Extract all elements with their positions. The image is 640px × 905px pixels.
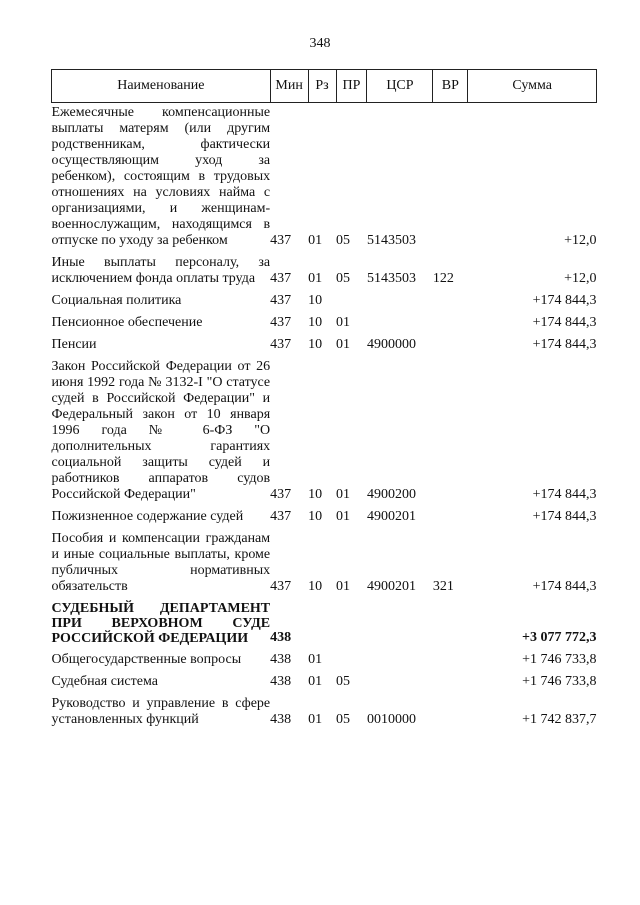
- header-name: Наименование: [52, 70, 271, 103]
- cell-csr: 4900201: [366, 579, 416, 594]
- cell-csr: 0010000: [366, 712, 416, 727]
- cell-rz: 10: [308, 293, 323, 308]
- cell-min: 438: [270, 674, 292, 689]
- cell-name: Пособия и компенсации гражданам и иные социальные выплаты, кроме публичных нормативных обязательств: [51, 531, 271, 594]
- cell-pr: 05: [336, 271, 351, 286]
- cell-pr: 01: [336, 315, 351, 330]
- cell-pr: [336, 291, 367, 313]
- cell-name: Пенсионное обеспечение: [51, 315, 203, 330]
- cell-name: Ежемесячные компенсационные выплаты матерям (или другим родственникам, фактически осуществляющим уход за ребенком), состоящим в трудовых отношениях на условиях найма с организациями, и женщинам-военнослужащим, находящимся в отпуске по уходу за ребенком: [51, 105, 271, 248]
- cell-vr: [433, 103, 468, 254]
- cell-min: 438: [270, 652, 292, 667]
- cell-rz: 01: [308, 712, 323, 727]
- cell-csr: 4900201: [366, 509, 416, 524]
- cell-rz: 01: [308, 233, 323, 248]
- cell-min: 438: [270, 630, 292, 645]
- cell-vr: [433, 313, 468, 335]
- cell-sum: +3 077 772,3: [522, 630, 597, 645]
- cell-name: Пожизненное содержание судей: [51, 509, 244, 524]
- cell-rz: 10: [308, 337, 323, 352]
- header-rz: Рз: [308, 70, 336, 103]
- cell-sum: +1 746 733,8: [522, 674, 597, 689]
- header-vr: ВР: [433, 70, 468, 103]
- table-row: [52, 650, 597, 672]
- cell-name: Социальная политика: [51, 293, 182, 308]
- page-number: 348: [309, 36, 331, 51]
- cell-name: Закон Российской Федерации от 26 июня 1992 года № 3132-I "О статусе судей в Российской Федерации" и Федеральный закон от 10 января 1996 года № 6-ФЗ "О дополнительных гарантиях социальной защиты судей и работников аппаратов судов Российской Федерации": [51, 359, 271, 502]
- budget-table: [51, 69, 597, 732]
- table-header: [52, 70, 597, 103]
- cell-sum: +1 746 733,8: [522, 652, 597, 667]
- table-row: [52, 507, 597, 529]
- cell-csr: [367, 672, 433, 694]
- cell-name: Руководство и управление в сфере установленных функций: [51, 696, 271, 727]
- cell-rz: 10: [308, 509, 323, 524]
- table-row: [52, 694, 597, 732]
- cell-vr: [433, 650, 468, 672]
- header-sum: Сумма: [468, 70, 597, 103]
- cell-sum: +174 844,3: [532, 337, 597, 352]
- table-row: [52, 335, 597, 357]
- cell-sum: +174 844,3: [532, 487, 597, 502]
- cell-csr: 4900200: [366, 487, 416, 502]
- cell-rz: 01: [308, 652, 323, 667]
- table-row: [52, 599, 597, 650]
- cell-min: 437: [270, 293, 292, 308]
- cell-name: Пенсии: [51, 337, 97, 352]
- cell-rz: 10: [308, 579, 323, 594]
- cell-csr: 5143503: [366, 271, 416, 286]
- cell-min: 437: [270, 337, 292, 352]
- cell-pr: 01: [336, 579, 351, 594]
- table-body: [52, 103, 597, 733]
- cell-sum: +12,0: [564, 233, 597, 248]
- header-pr: ПР: [336, 70, 367, 103]
- cell-min: 437: [270, 487, 292, 502]
- cell-sum: +174 844,3: [532, 509, 597, 524]
- cell-vr: [433, 357, 468, 507]
- cell-rz: 01: [308, 271, 323, 286]
- cell-sum: +174 844,3: [532, 293, 597, 308]
- cell-pr: 05: [336, 233, 351, 248]
- cell-vr: [433, 507, 468, 529]
- cell-pr: 05: [336, 712, 351, 727]
- cell-vr: [433, 335, 468, 357]
- cell-name: СУДЕБНЫЙ ДЕПАРТАМЕНТ ПРИ ВЕРХОВНОМ СУДЕ РОССИЙСКОЙ ФЕДЕРАЦИИ: [51, 601, 271, 646]
- table-row: [52, 291, 597, 313]
- header-min: Мин: [270, 70, 308, 103]
- cell-pr: 01: [336, 337, 351, 352]
- table-row: [52, 672, 597, 694]
- cell-vr: 321: [432, 579, 454, 594]
- cell-vr: [433, 599, 468, 650]
- cell-sum: +12,0: [564, 271, 597, 286]
- cell-name: Судебная система: [51, 674, 158, 689]
- cell-pr: [336, 599, 367, 650]
- header-csr: ЦСР: [367, 70, 433, 103]
- cell-name: Общегосударственные вопросы: [51, 652, 242, 667]
- cell-csr: 4900000: [366, 337, 416, 352]
- cell-csr: [367, 313, 433, 335]
- cell-sum: +174 844,3: [532, 579, 597, 594]
- cell-csr: 5143503: [366, 233, 416, 248]
- cell-sum: +1 742 837,7: [522, 712, 597, 727]
- cell-rz: 10: [308, 487, 323, 502]
- cell-rz: 01: [308, 674, 323, 689]
- cell-min: 437: [270, 233, 292, 248]
- table-row: [52, 253, 597, 291]
- cell-vr: [433, 672, 468, 694]
- cell-vr: [433, 694, 468, 732]
- cell-csr: [367, 650, 433, 672]
- cell-min: 437: [270, 579, 292, 594]
- cell-rz: 10: [308, 315, 323, 330]
- cell-pr: [336, 650, 367, 672]
- cell-vr: [433, 291, 468, 313]
- cell-rz: [308, 599, 336, 650]
- table-row: [52, 103, 597, 254]
- table-row: [52, 357, 597, 507]
- cell-pr: 01: [336, 487, 351, 502]
- cell-pr: 01: [336, 509, 351, 524]
- table-row: [52, 529, 597, 599]
- cell-min: 437: [270, 271, 292, 286]
- cell-pr: 05: [336, 674, 351, 689]
- cell-min: 438: [270, 712, 292, 727]
- cell-name: Иные выплаты персоналу, за исключением фонда оплаты труда: [51, 255, 271, 286]
- table-row: [52, 313, 597, 335]
- cell-csr: [367, 291, 433, 313]
- cell-min: 437: [270, 315, 292, 330]
- cell-csr: [367, 599, 433, 650]
- cell-vr: 122: [432, 271, 454, 286]
- cell-min: 437: [270, 509, 292, 524]
- cell-sum: +174 844,3: [532, 315, 597, 330]
